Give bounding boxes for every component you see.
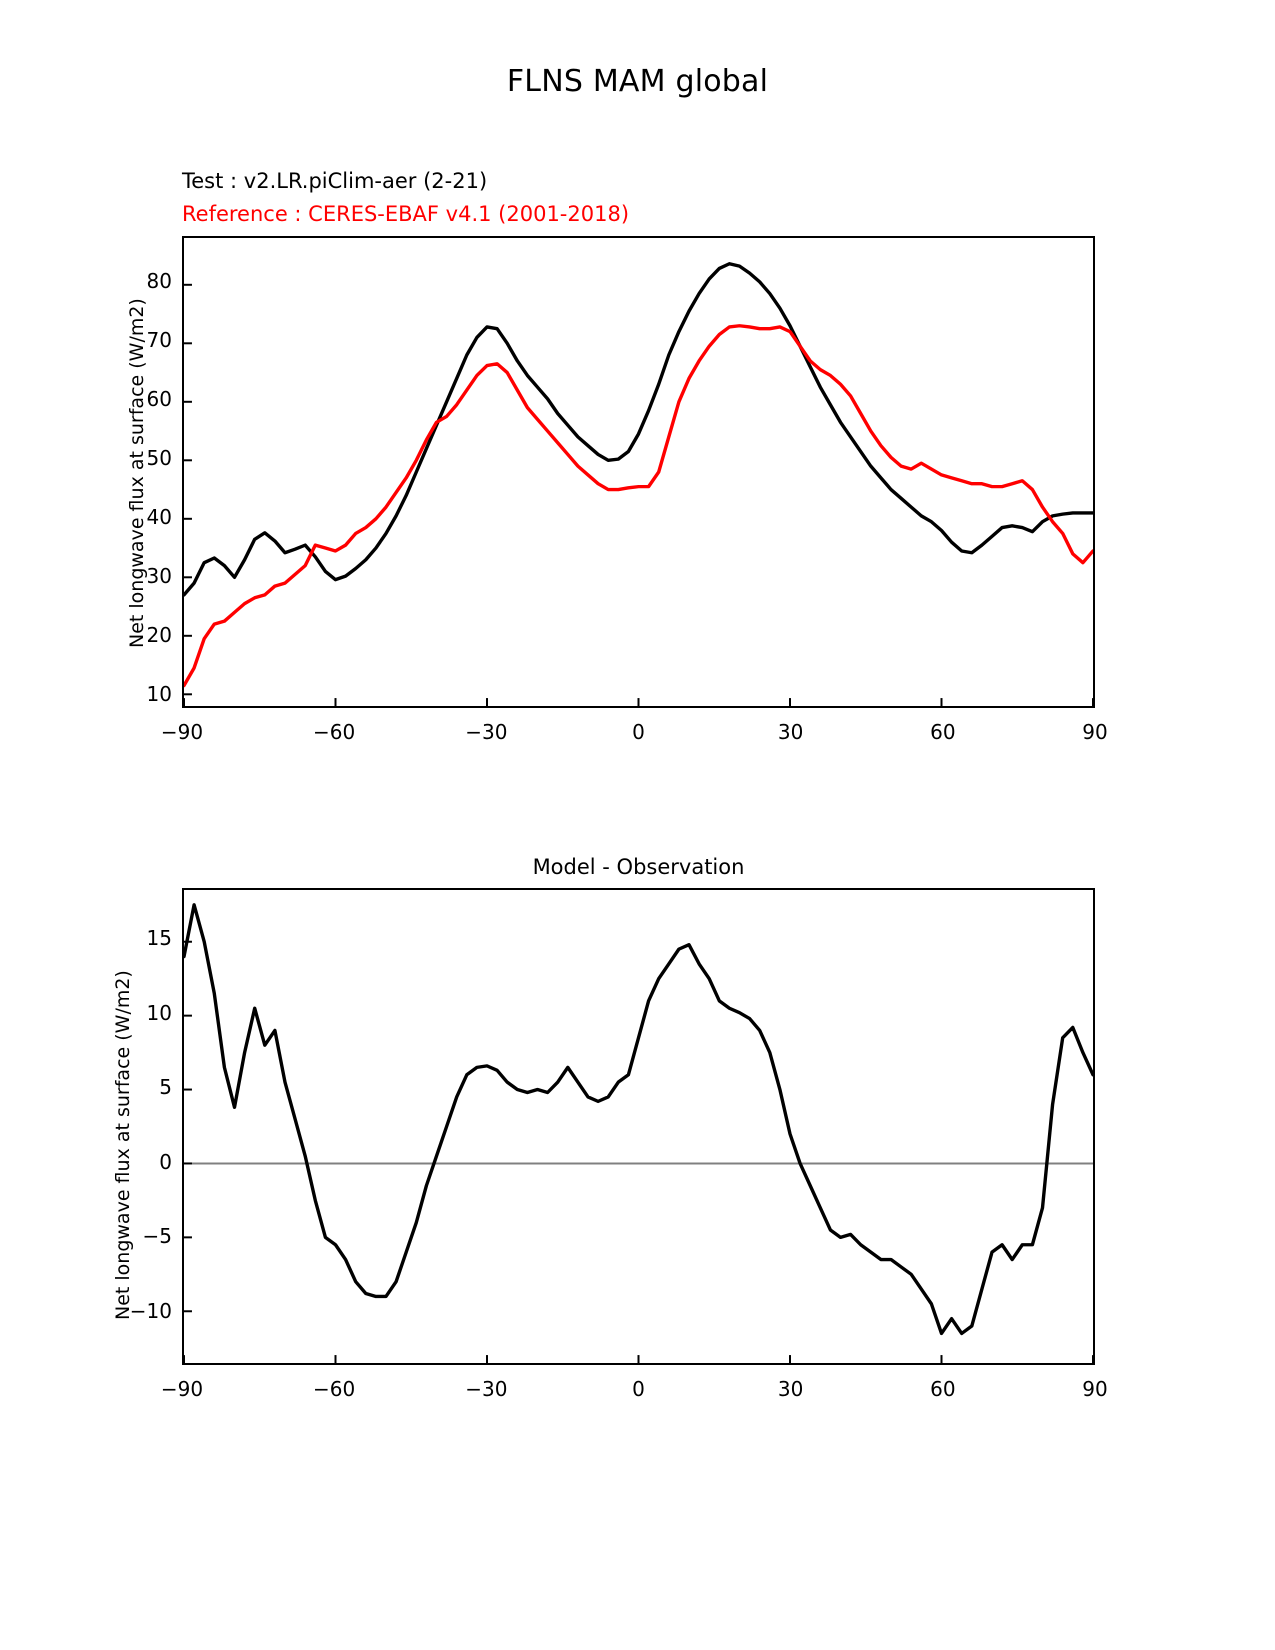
legend-test-label: Test : v2.LR.piClim-aer (2-21)	[182, 169, 488, 193]
y-tick-label: 50	[146, 446, 172, 471]
y-tick-label: −10	[129, 1298, 172, 1323]
x-tick-label: −30	[465, 1377, 508, 1401]
y-tick-label: 30	[146, 564, 172, 589]
x-tick-label: 90	[1082, 1377, 1108, 1401]
figure-title: FLNS MAM global	[506, 64, 769, 99]
y-tick-label: 15	[146, 926, 172, 951]
x-tick-label: −90	[160, 1377, 204, 1401]
y-tick-label: 10	[146, 682, 172, 707]
x-tick-label: 30	[777, 720, 804, 744]
bottom-chart-title: Model - Observation	[532, 855, 745, 879]
legend	[182, 165, 629, 231]
x-tick-label: 0	[632, 720, 645, 744]
x-tick-label: 0	[632, 1377, 645, 1401]
y-tick-label: 80	[146, 269, 172, 294]
y-tick-label: 60	[146, 387, 172, 412]
data-series-line-1	[184, 326, 1093, 686]
data-series-line-0	[184, 905, 1093, 1334]
x-tick-label: −90	[160, 720, 204, 744]
y-tick-label: 40	[146, 505, 172, 530]
y-tick-label: 5	[159, 1075, 172, 1100]
x-tick-label: 60	[930, 1377, 956, 1401]
y-tick-label: 70	[146, 328, 172, 353]
top-chart-ylabel: Net longwave flux at surface (W/m2)	[126, 298, 148, 648]
x-tick-label: 60	[930, 720, 956, 744]
x-tick-label: −30	[465, 720, 508, 744]
x-tick-label: −60	[313, 1377, 356, 1401]
legend-reference-label: Reference : CERES-EBAF v4.1 (2001-2018)	[182, 202, 630, 226]
x-tick-label: −60	[313, 720, 356, 744]
y-tick-label: 10	[146, 1000, 172, 1025]
x-tick-label: 30	[777, 1377, 804, 1401]
top-chart-panel	[182, 236, 1095, 708]
y-tick-label: 0	[159, 1149, 172, 1174]
x-tick-label: 90	[1082, 720, 1108, 744]
y-tick-label: 20	[146, 623, 172, 648]
y-tick-label: −5	[142, 1224, 172, 1249]
bottom-chart-panel	[182, 888, 1095, 1365]
bottom-chart-ylabel: Net longwave flux at surface (W/m2)	[112, 970, 134, 1320]
